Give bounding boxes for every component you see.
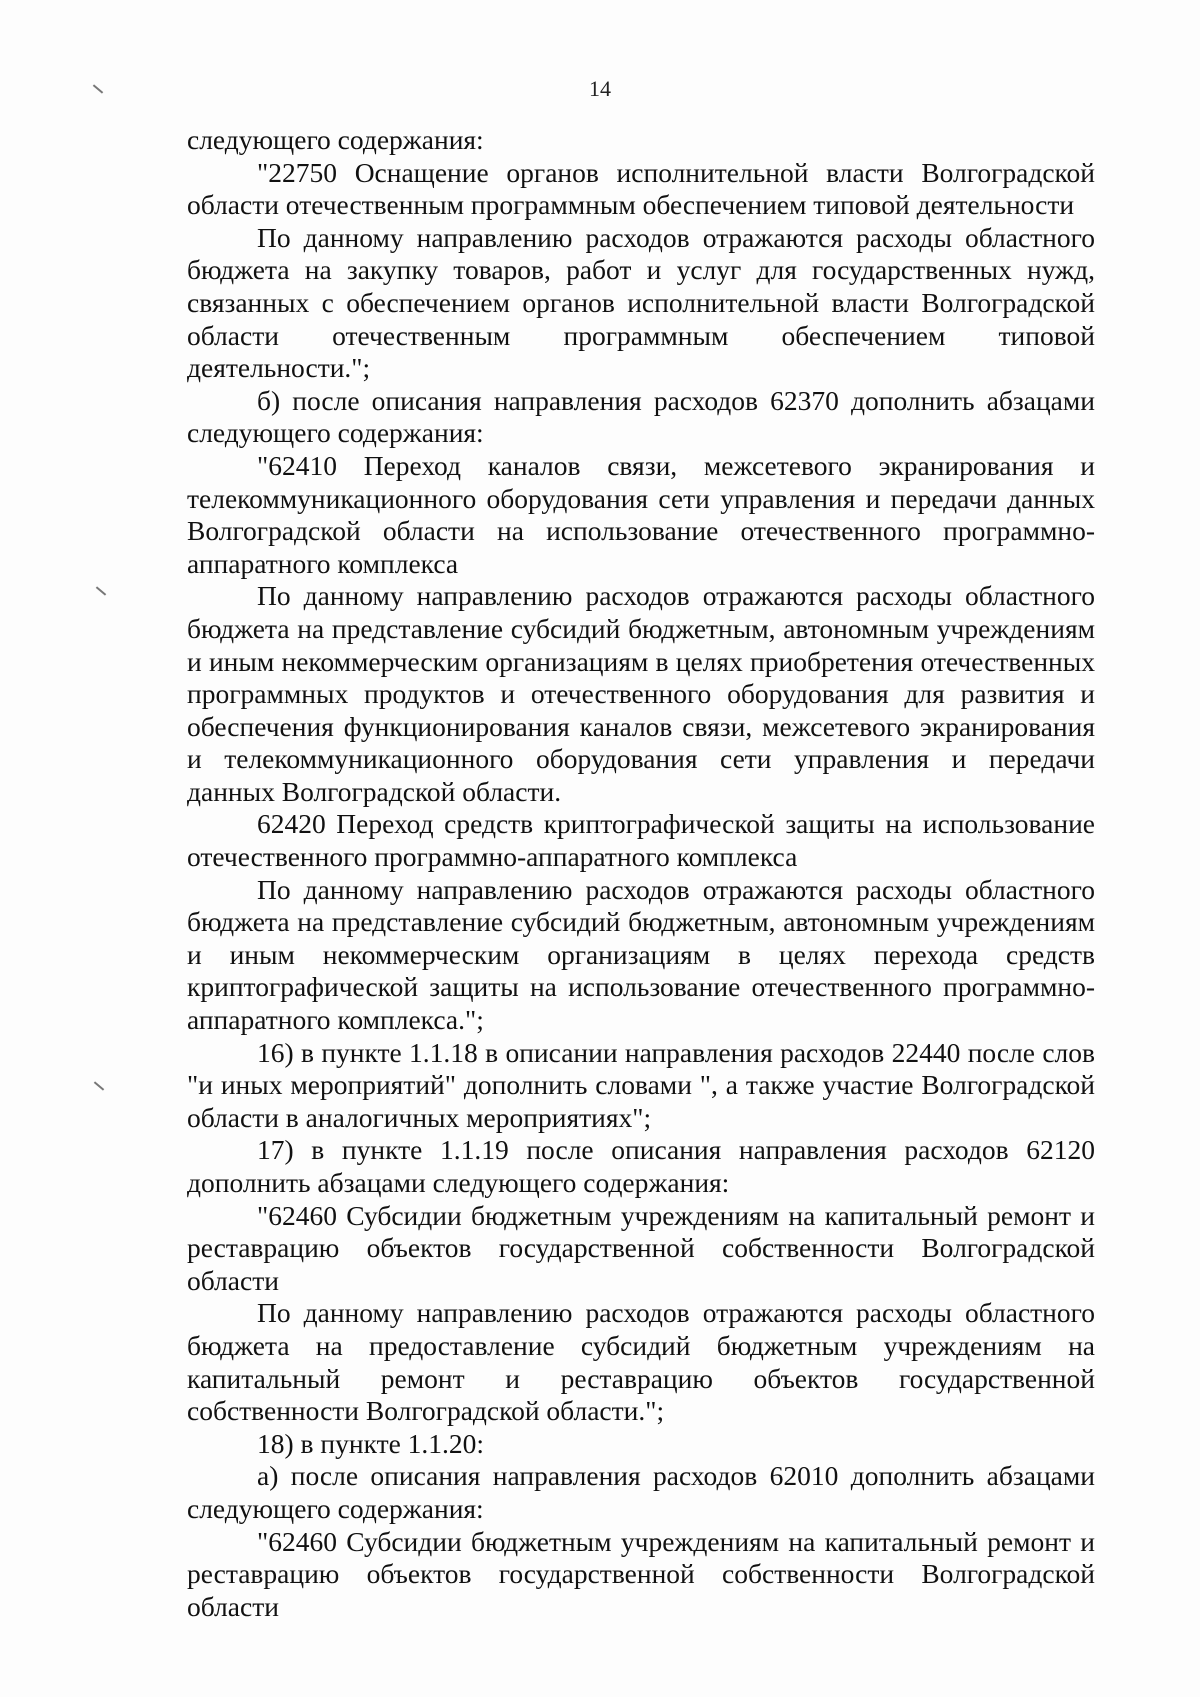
document-body xyxy=(187,124,1095,1623)
paragraph: а) после описания направления расходов 62010 дополнить абзацами следующего содержания: xyxy=(187,1460,1095,1524)
paragraph: По данному направлению расходов отражаются расходы областного бюджета на закупку товаров, работ и услуг для государственных нужд, связанных с обеспечением органов исполнительной власти Волгоградской области отечественным программным обеспечением типовой деятельности."; xyxy=(187,221,1095,384)
paragraph: По данному направлению расходов отражаются расходы областного бюджета на представление субсидий бюджетным, автономным учреждениям и иным некоммерческим организациям в целях перехода средств криптографической защиты на использование отечественного программно-аппаратного комплекса."; xyxy=(187,873,1095,1036)
paragraph: "62410 Переход каналов связи, межсетевого экранирования и телекоммуникационного оборудования сети управления и передачи данных Волгоградской области на использование отечественного программно-аппаратного комплекса xyxy=(187,449,1095,579)
paragraph: По данному направлению расходов отражаются расходы областного бюджета на представление субсидий бюджетным, автономным учреждениям и иным некоммерческим организациям в целях приобретения отечественных программных продуктов и отечественного оборудования для развития и обеспечения функционирования каналов связи, межсетевого экранирования и телекоммуникационного оборудования сети управления и передачи данных Волгоградской области. xyxy=(187,580,1095,807)
paragraph: 16) в пункте 1.1.18 в описании направления расходов 22440 после слов "и иных мероприятий" дополнить словами ", а также участие Волгоградской области в аналогичных мероприятиях"; xyxy=(187,1036,1095,1133)
paragraph: следующего содержания: xyxy=(187,124,484,155)
scan-artifact-mark xyxy=(96,586,106,595)
paragraph: "62460 Субсидии бюджетным учреждениям на капитальный ремонт и реставрацию объектов государственной собственности Волгоградской области xyxy=(187,1199,1095,1296)
scan-artifact-mark xyxy=(94,1081,104,1090)
paragraph: "62460 Субсидии бюджетным учреждениям на капитальный ремонт и реставрацию объектов государственной собственности Волгоградской области xyxy=(187,1525,1095,1622)
paragraph: б) после описания направления расходов 62370 дополнить абзацами следующего содержания: xyxy=(187,384,1095,449)
paragraph: 18) в пункте 1.1.20: xyxy=(257,1427,485,1459)
paragraph: "22750 Оснащение органов исполнительной власти Волгоградской области отечественным программным обеспечением типовой деятельности xyxy=(187,156,1095,221)
paragraph: 62420 Переход средств криптографической защиты на использование отечественного программно-аппаратного комплекса xyxy=(187,808,1095,873)
paragraph: По данному направлению расходов отражаются расходы областного бюджета на предоставление субсидий бюджетным учреждениям на капитальный ремонт и реставрацию объектов государственной собственности Волгоградской области."; xyxy=(187,1297,1095,1427)
paragraph: 17) в пункте 1.1.19 после описания направления расходов 62120 дополнить абзацами следующего содержания: xyxy=(187,1134,1095,1198)
page-number: 14 xyxy=(589,76,611,101)
